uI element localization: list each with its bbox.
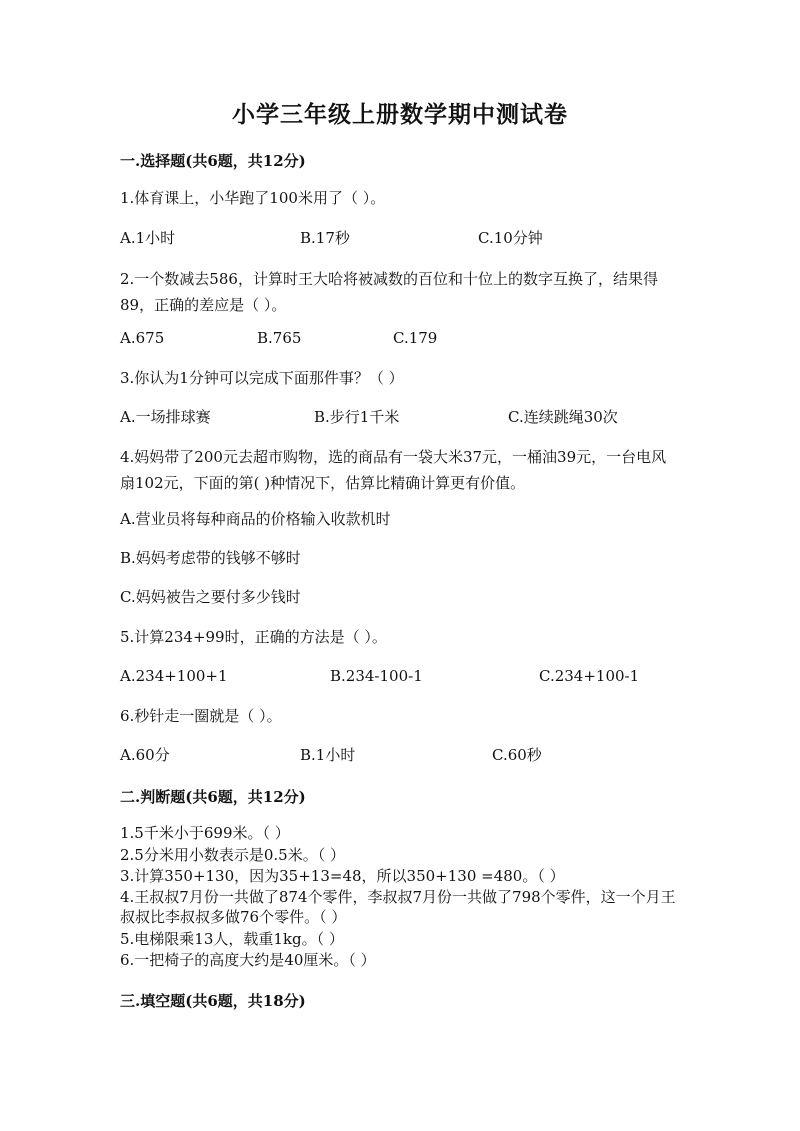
option-a: A.1小时	[120, 229, 176, 247]
option-c: C.179	[393, 329, 438, 347]
option-b: B.妈妈考虑带的钱够不够时	[120, 549, 301, 567]
judge-item: 1.5千米小于699米。（ ）	[120, 824, 290, 842]
section-heading-fill: 三.填空题(共6题，共18分)	[120, 992, 306, 1010]
question-text: 1.体育课上，小华跑了100米用了（ ）。	[120, 189, 386, 207]
question-text: 2.一个数减去586，计算时王大哈将被减数的百位和十位上的数字互换了，结果得89，正确的差应是（ ）。	[120, 270, 658, 314]
judge-item: 5.电梯限乘13人，载重1kg。（ ）	[120, 930, 344, 948]
option-c: C.妈妈被告之要付多少钱时	[120, 588, 301, 606]
option-b: B.234-100-1	[330, 667, 423, 685]
option-c: C.连续跳绳30次	[508, 408, 618, 426]
judge-item: 4.王叔叔7月份一共做了874个零件，李叔叔7月份一共做了798个零件，这一个月王叔叔比李叔叔多做76个零件。（ ）	[120, 888, 676, 926]
option-c: C.234+100-1	[539, 667, 640, 685]
option-c: C.60秒	[492, 746, 542, 764]
option-a: A.234+100+1	[120, 667, 228, 685]
section-heading-choice: 一.选择题(共6题，共12分)	[120, 152, 306, 170]
judge-item: 2.5分米用小数表示是0.5米。（ ）	[120, 846, 345, 864]
section-heading-judge: 二.判断题(共6题，共12分)	[120, 788, 306, 806]
option-a: A.营业员将每种商品的价格输入收款机时	[120, 510, 391, 528]
question-text: 6.秒针走一圈就是（ ）。	[120, 707, 282, 725]
option-b: B.1小时	[300, 746, 356, 764]
question-text: 3.你认为1分钟可以完成下面那件事？（ ）	[120, 369, 404, 387]
option-a: A.60分	[120, 746, 170, 764]
judge-item: 6.一把椅子的高度大约是40厘米。（ ）	[120, 951, 376, 969]
option-a: A.一场排球赛	[120, 408, 211, 426]
question-text: 4.妈妈带了200元去超市购物，选的商品有一袋大米37元，一桶油39元，一台电风扇102元，下面的第( )种情况下，估算比精确计算更有价值。	[120, 448, 667, 492]
question-text: 5.计算234+99时，正确的方法是（ ）。	[120, 628, 387, 646]
option-c: C.10分钟	[478, 229, 543, 247]
page-title: 小学三年级上册数学期中测试卷	[232, 101, 568, 128]
option-b: B.17秒	[300, 229, 350, 247]
option-b: B.765	[257, 329, 302, 347]
option-b: B.步行1千米	[314, 408, 400, 426]
judge-item: 3.计算350+130，因为35+13=48，所以350+130 =480。（ ）	[120, 867, 565, 885]
option-a: A.675	[120, 329, 165, 347]
